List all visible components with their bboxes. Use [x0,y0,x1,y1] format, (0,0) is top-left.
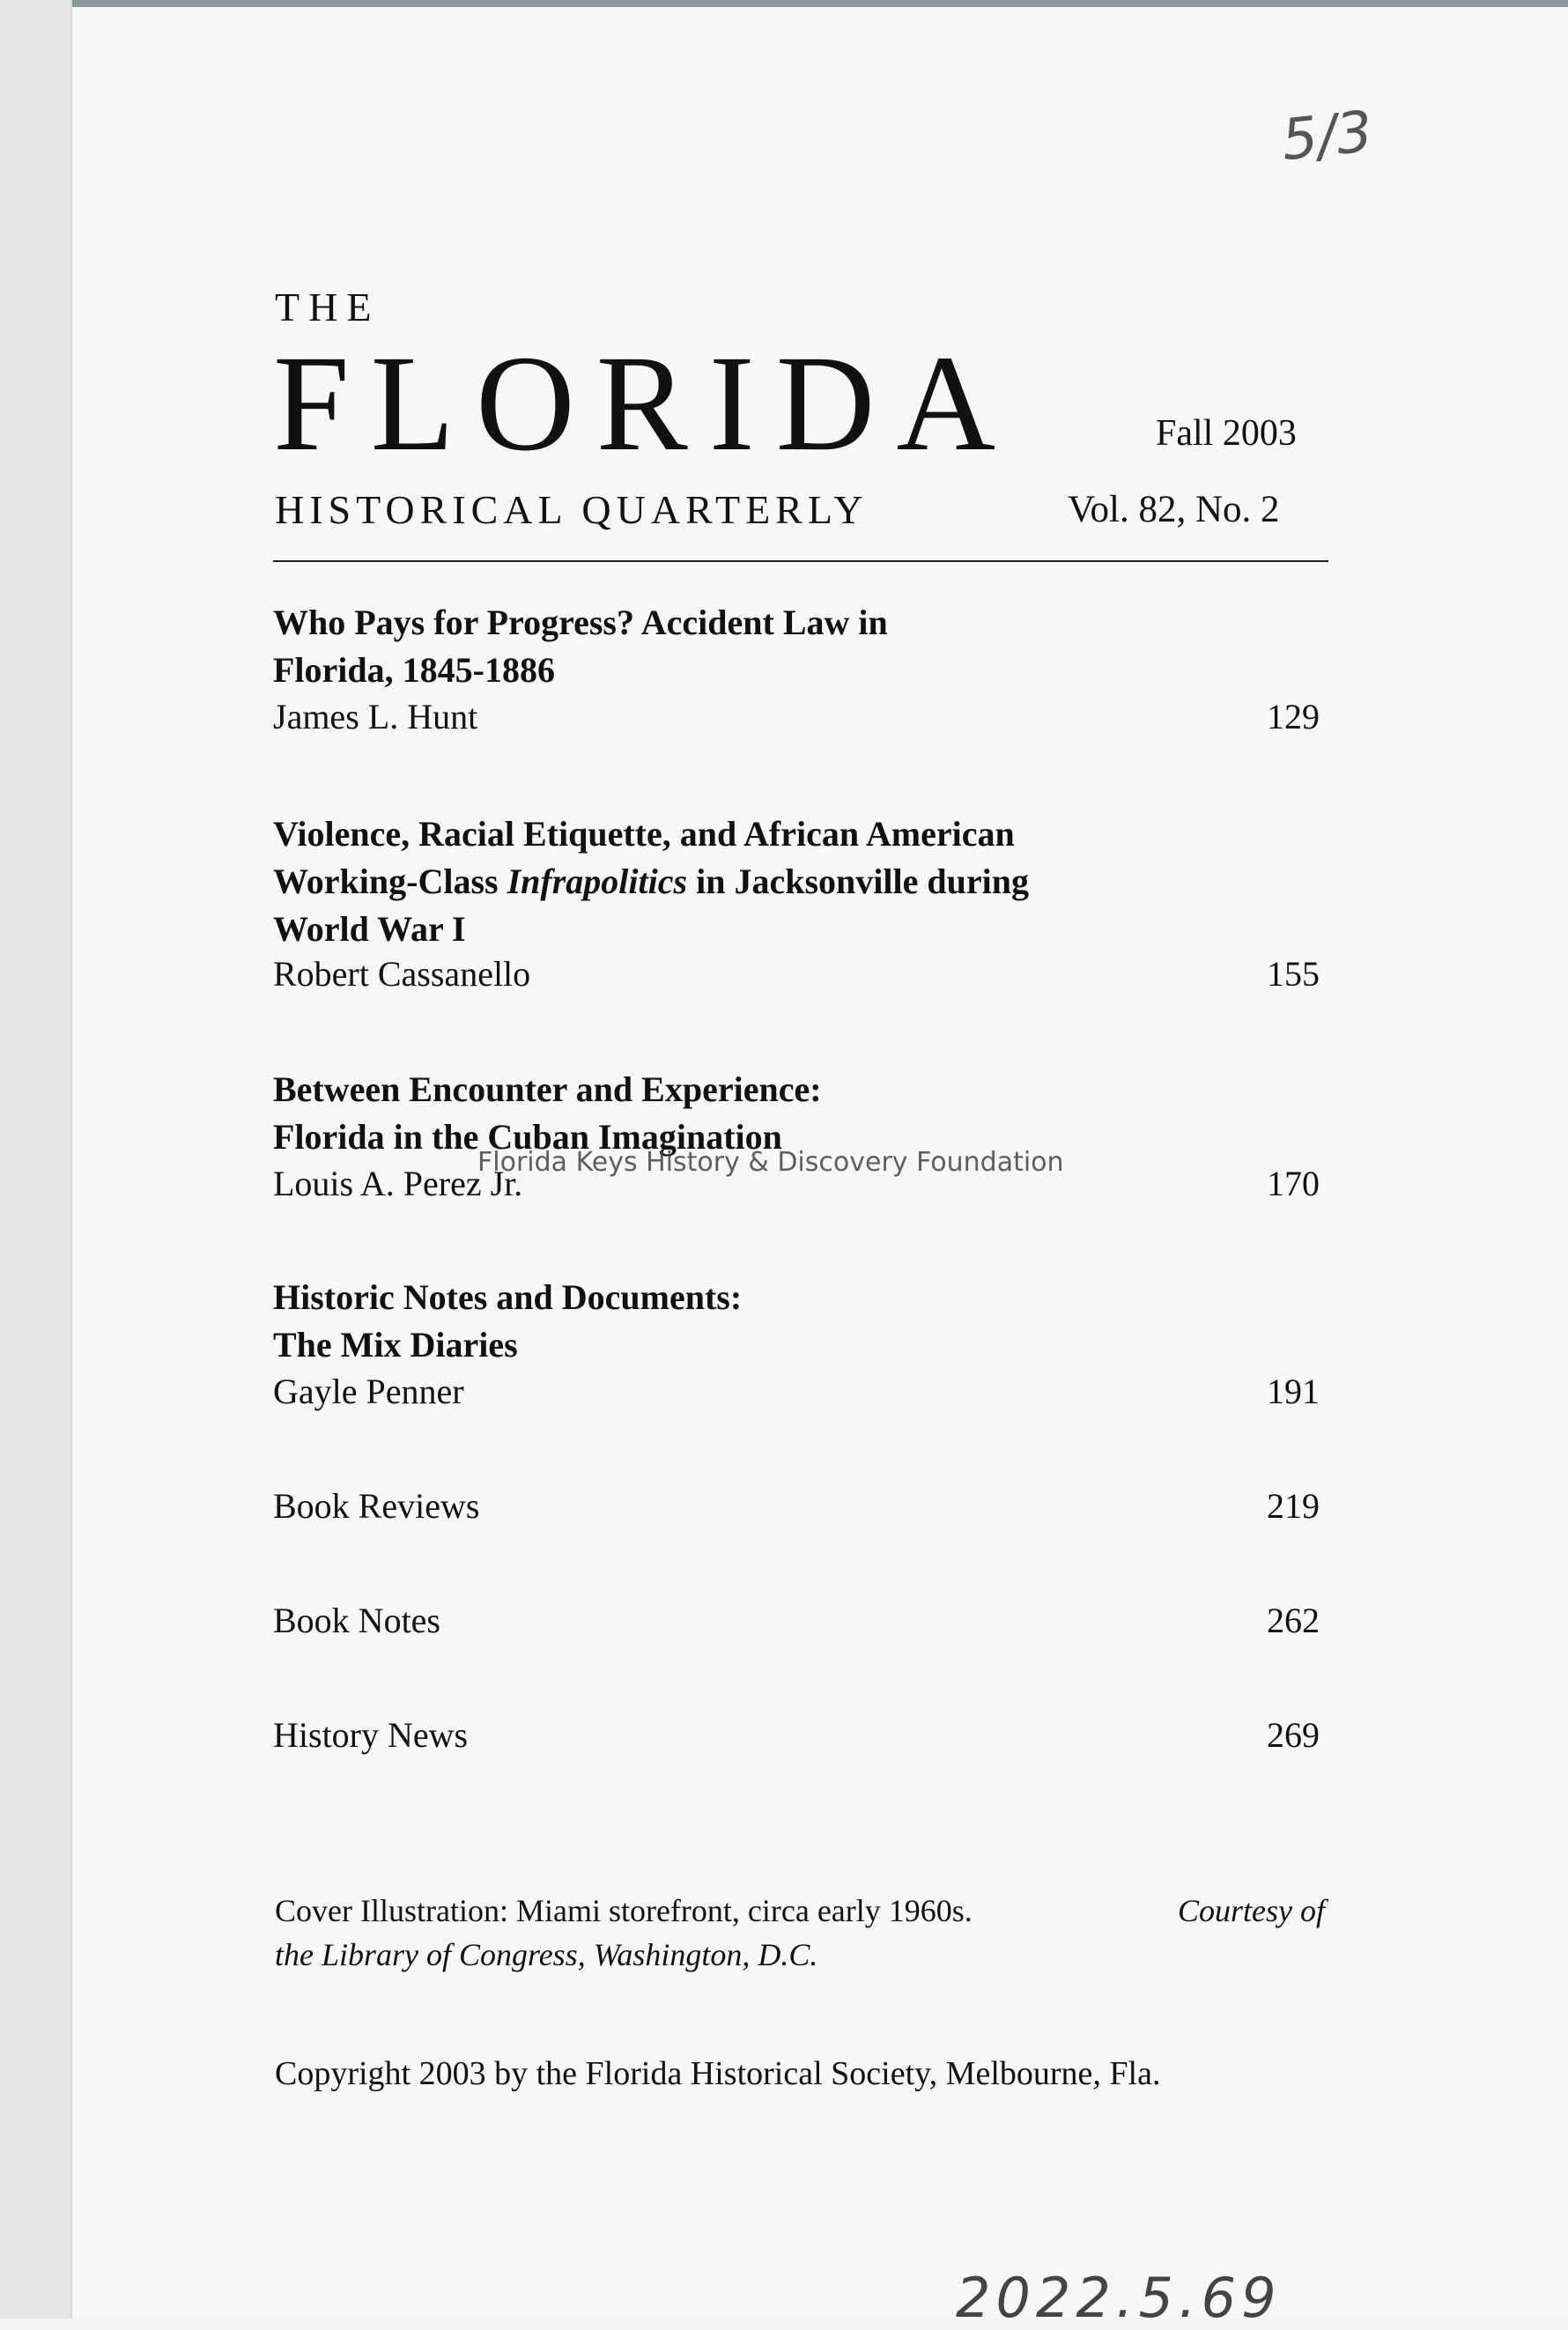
article-author: Robert Cassanello [273,954,531,994]
cover-illustration-caption: Cover Illustration: Miami storefront, circa early 1960s. [275,1893,973,1928]
article-page: 170 [1267,1164,1320,1203]
section-page: 269 [1267,1715,1320,1755]
article-title: Violence, Racial Etiquette, and African American Working-Class Infrapolitics in Jacksonville during World War I [273,814,1029,949]
article-author: Gayle Penner [273,1372,464,1411]
article-title: Between Encounter and Experience: Florida in the Cuban Imagination [273,1069,822,1157]
watermark: Florida Keys History & Discovery Foundation [477,1147,1064,1178]
masthead-title: FLORIDA [273,327,1017,479]
article-author: James L. Hunt [273,697,478,736]
article-page: 155 [1267,954,1320,994]
cover-courtesy: Courtesy of [1178,1893,1325,1928]
cover-credit: the Library of Congress, Washington, D.C. [275,1937,818,1972]
article-title: Who Pays for Progress? Accident Law in Florida, 1845-1886 [273,603,888,690]
copyright-notice: Copyright 2003 by the Florida Historical Society, Melbourne, Fla. [275,2055,1161,2092]
issue-volume: Vol. 82, No. 2 [1068,489,1280,530]
handwritten-note-top: 5/3 [1278,99,1376,174]
scan-edge [0,0,1568,7]
handwritten-accession-number: 2022.5.69 [956,2266,1282,2330]
section-history-news: History News [273,1715,469,1755]
section-book-reviews: Book Reviews [273,1486,480,1526]
article-page: 129 [1267,697,1320,736]
article-page: 191 [1267,1372,1320,1411]
article-author: Louis A. Perez Jr. [273,1164,523,1203]
scan-margin [0,0,72,2319]
section-book-notes: Book Notes [273,1601,440,1640]
article-title: Historic Notes and Documents: The Mix Diaries [273,1277,743,1365]
issue-season: Fall 2003 [1156,413,1297,454]
masthead-subtitle: HISTORICAL QUARTERLY [275,487,869,532]
masthead-the: THE [275,285,381,329]
masthead-rule [273,560,1328,562]
section-page: 262 [1267,1601,1320,1640]
section-page: 219 [1267,1486,1320,1526]
